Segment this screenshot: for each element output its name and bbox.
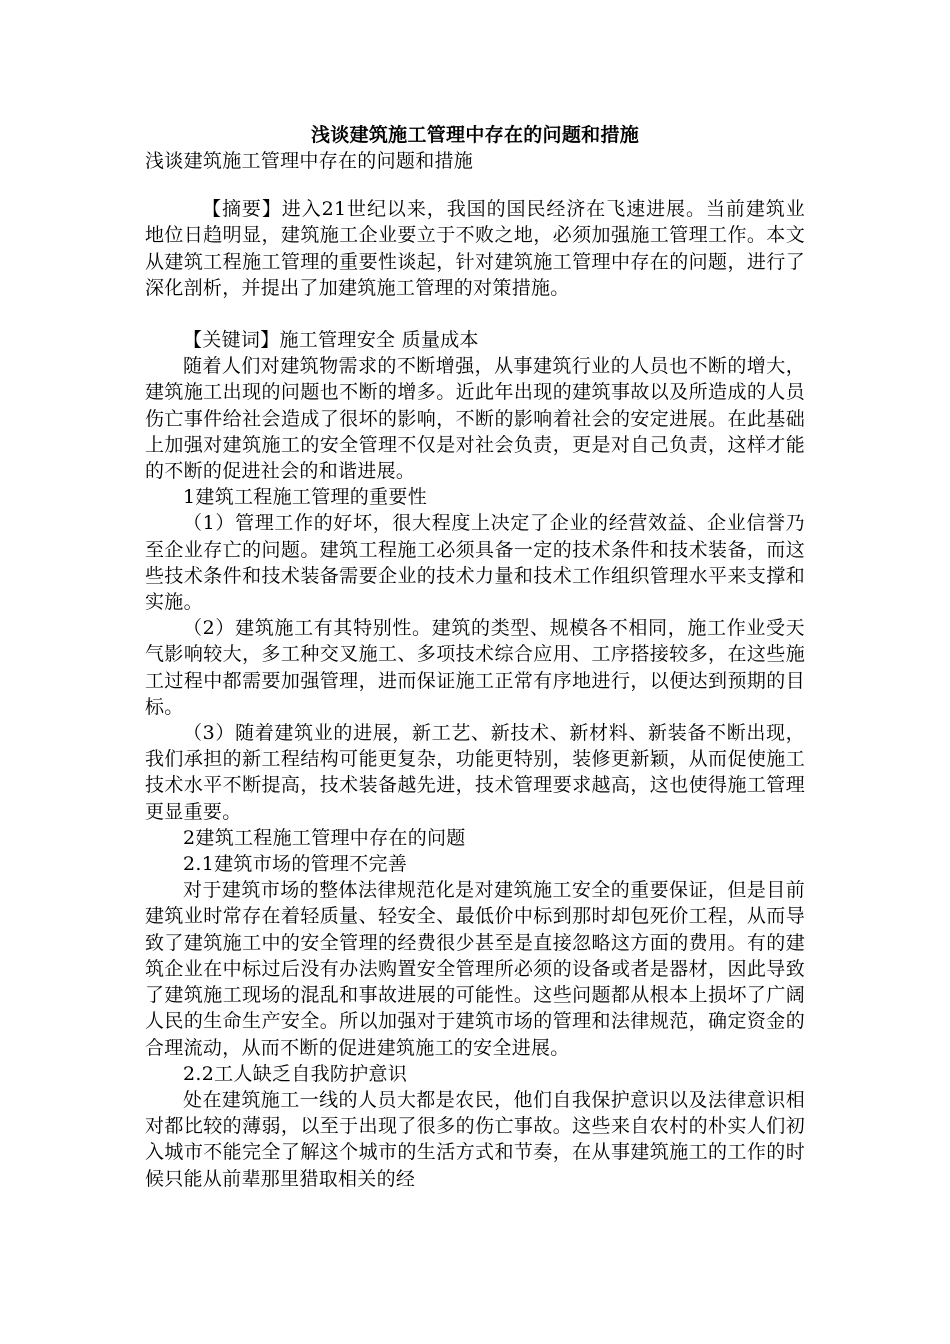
section-2-2-paragraph: 处在建筑施工一线的人员大都是农民，他们自我保护意识以及法律意识相对都比较的薄弱，以至于出现了很多的伤亡事故。这些来自农村的朴实人们初入城市不能完全了解这个城市的生活方式和节奏，在从事建筑施工的工作的时候只能从前辈那里猎取相关的经 bbox=[145, 1088, 805, 1190]
abstract-paragraph: 【摘要】进入21世纪以来，我国的国民经济在飞速进展。当前建筑业地位日趋明显，建筑施工企业要立于不败之地，必须加强施工管理工作。本文从建筑工程施工管理的重要性谈起，针对建筑施工管理中存在的问题，进行了深化剖析，并提出了加建筑施工管理的对策措施。 bbox=[145, 198, 805, 299]
document-subtitle: 浅谈建筑施工管理中存在的问题和措施 bbox=[145, 150, 474, 172]
section-1-paragraph-2: （2）建筑施工有其特别性。建筑的类型、规模各不相同，施工作业受天气影响较大，多工种交叉施工、多项技术综合应用、工序搭接较多，在这些施工过程中都需要加强管理，进而保证施工正常有序地进行，以便达到预期的目标。 bbox=[145, 617, 805, 718]
document-title: 浅谈建筑施工管理中存在的问题和措施 bbox=[310, 124, 640, 146]
intro-paragraph: 随着人们对建筑物需求的不断增强，从事建筑行业的人员也不断的增大，建筑施工出现的问题也不断的增多。近此年出现的建筑事故以及所造成的人员伤亡事件给社会造成了很坏的影响，不断的影响着社会的安定进展。在此基础上加强对建筑施工的安全管理不仅是对社会负责，更是对自己负责，这样才能的不断的促进社会的和谐进展。 bbox=[145, 355, 805, 483]
section-2-1-heading: 2.1建筑市场的管理不完善 bbox=[183, 853, 408, 876]
section-1-heading: 1建筑工程施工管理的重要性 bbox=[183, 486, 427, 509]
section-1-paragraph-1: （1）管理工作的好坏，很大程度上决定了企业的经营效益、企业信誉乃至企业存亡的问题。建筑工程施工必须具备一定的技术条件和技术装备，而这些技术条件和技术装备需要企业的技术力量和技术工作组织管理水平来支撑和实施。 bbox=[145, 512, 805, 614]
spacer bbox=[145, 174, 805, 196]
section-1-paragraph-3: （3）随着建筑业的进展，新工艺、新技术、新材料、新装备不断出现，我们承担的新工程结构可能更复杂，功能更特别，装修更新颖，从而促使施工技术水平不断提高，技术装备越先进，技术管理要求越高，这也使得施工管理更显重要。 bbox=[145, 722, 805, 823]
section-2-heading: 2建筑工程施工管理中存在的问题 bbox=[183, 826, 466, 849]
section-2-2-heading: 2.2工人缺乏自我防护意识 bbox=[183, 1062, 408, 1085]
document-body bbox=[145, 122, 805, 1192]
section-2-1-paragraph: 对于建筑市场的整体法律规范化是对建筑施工安全的重要保证，但是目前建筑业时常存在着轻质量、轻安全、最低价中标到那时却包死价工程，从而导致了建筑施工中的安全管理的经费很少甚至是直接忽略这方面的费用。有的建筑企业在中标过后没有办法购置安全管理所必须的设备或者是器材，因此导致了建筑施工现场的混乱和事故进展的可能性。这些问题都从根本上损坏了广阔人民的生命生产安全。所以加强对于建筑市场的管理和法律规范，确定资金的合理流动，从而不断的促进建筑施工的安全进展。 bbox=[145, 879, 805, 1059]
spacer bbox=[145, 301, 805, 327]
keywords-line: 【关键词】施工管理安全 质量成本 bbox=[183, 329, 479, 352]
